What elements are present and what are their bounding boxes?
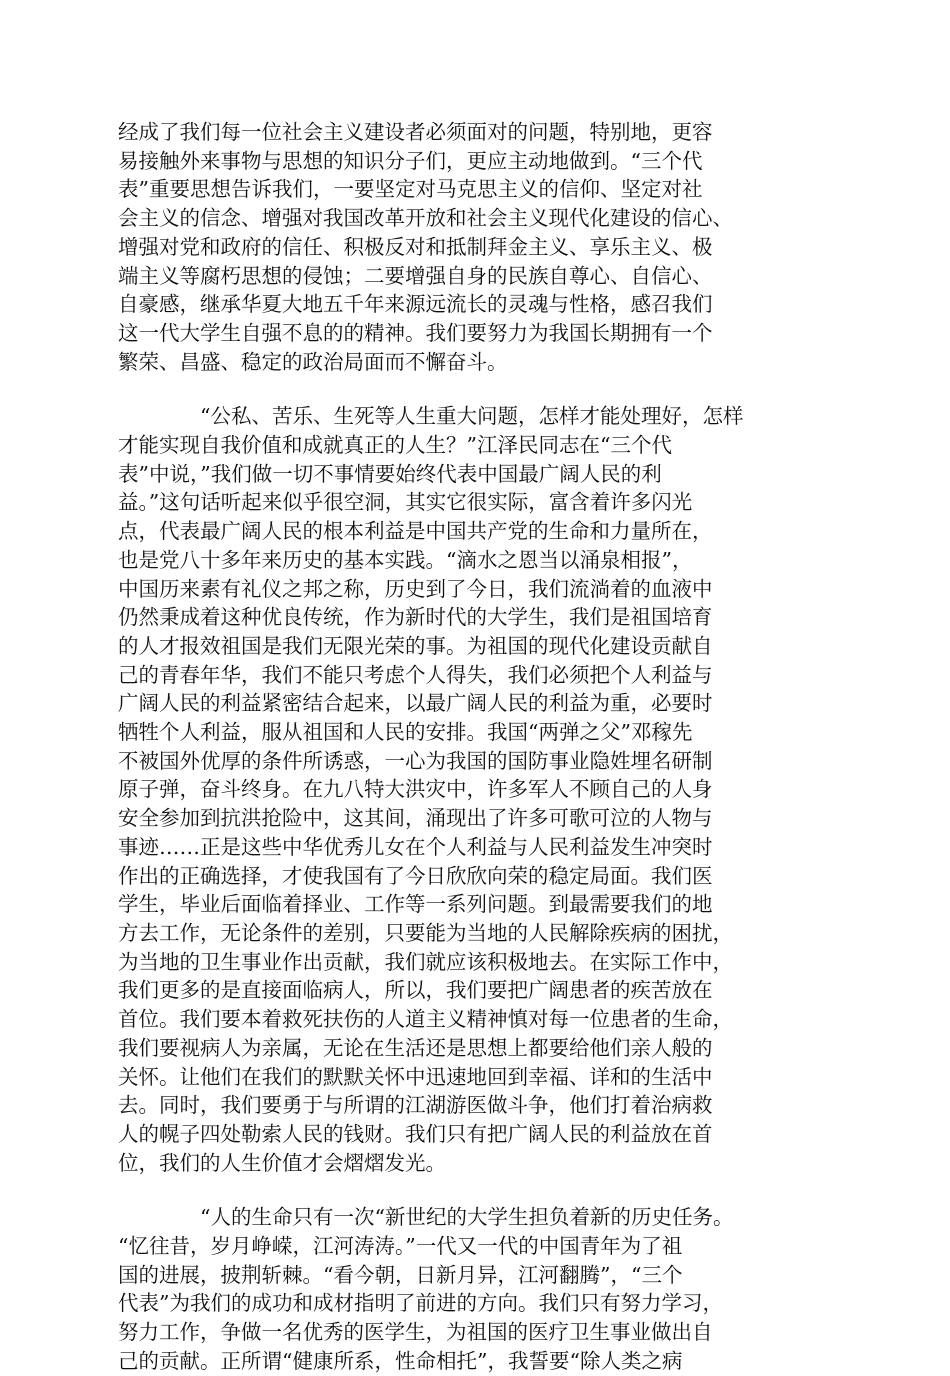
paragraph <box>118 118 832 376</box>
text-line: 会主义的信念、增强对我国改革开放和社会主义现代化建设的信心、 <box>118 206 733 231</box>
text-line: 不被国外优厚的条件所诱惑，一心为我国的国防事业隐姓埋名研制 <box>118 748 713 773</box>
text-line: 事迹……正是这些中华优秀儿女在个人利益与人民利益发生冲突时 <box>118 834 713 859</box>
text-line: 才能实现自我价值和成就真正的人生？”江泽民同志在“三个代 <box>118 433 672 458</box>
text-line: 原子弹，奋斗终身。在九八特大洪灾中，许多军人不顾自己的人身 <box>118 777 713 802</box>
text-line: 表”中说，”我们做一切不事情要始终代表中国最广阔人民的利 <box>118 461 662 486</box>
text-line: 增强对党和政府的信任、积极反对和抵制拜金主义、享乐主义、极 <box>118 234 713 259</box>
text-line: 己的青春年华，我们不能只考虑个人得失，我们必须把个人利益与 <box>118 662 713 687</box>
text-line: 端主义等腐朽思想的侵蚀；二要增强自身的民族自尊心、自信心、 <box>118 263 713 288</box>
text-line: 我们要视病人为亲属，无论在生活还是思想上都要给他们亲人般的 <box>118 1035 713 1060</box>
text-line: 仍然秉成着这种优良传统，作为新时代的大学生，我们是祖国培育 <box>118 605 713 630</box>
text-line: 己的贡献。正所谓“健康所系，性命相托”，我誓要“除人类之病 <box>118 1348 683 1373</box>
text-line: 点，代表最广阔人民的根本利益是中国共产党的生命和力量所在， <box>118 519 713 544</box>
text-line: 牺牲个人利益，服从祖国和人民的安排。我国“两弹之父”邓稼先 <box>118 720 693 745</box>
text-line: “忆往昔，岁月峥嵘，江河涛涛。”一代又一代的中国青年为了祖 <box>118 1234 683 1259</box>
paragraph <box>118 402 832 1177</box>
text-line: 自豪感，继承华夏大地五千年来源远流长的灵魂与性格，感召我们 <box>118 292 713 317</box>
text-line: 方去工作，无论条件的差别，只要能为当地的人民解除疾病的困扰， <box>118 920 733 945</box>
text-line: 广阔人民的利益紧密结合起来，以最广阔人民的利益为重，必要时 <box>118 691 713 716</box>
text-line: 表”重要思想告诉我们，一要坚定对马克思主义的信仰、坚定对社 <box>118 177 703 202</box>
text-line: “公私、苦乐、生死等人生重大问题，怎样才能处理好，怎样 <box>200 404 744 429</box>
text-line: 这一代大学生自强不息的的精神。我们要努力为我国长期拥有一个 <box>118 320 713 345</box>
paragraph <box>118 1203 832 1375</box>
text-line: 易接触外来事物与思想的知识分子们，更应主动地做到。“三个代 <box>118 148 703 173</box>
text-line: 代表”为我们的成功和成材指明了前进的方向。我们只有努力学习， <box>118 1291 723 1316</box>
text-line: 经成了我们每一位社会主义建设者必须面对的问题，特别地，更容 <box>118 120 713 144</box>
text-line: 安全参加到抗洪抢险中，这其间，涌现出了许多可歌可泣的人物与 <box>118 806 713 831</box>
text-line: 也是党八十多年来历史的基本实践。“滴水之恩当以涌泉相报”， <box>118 547 693 572</box>
text-line: 国的进展，披荆斩棘。“看今朝，日新月异，江河翻腾”，“三个 <box>118 1262 683 1287</box>
document-page <box>118 118 832 1376</box>
text-line: 为当地的卫生事业作出贡献，我们就应该积极地去。在实际工作中， <box>118 949 733 974</box>
text-line: 的人才报效祖国是我们无限光荣的事。为祖国的现代化建设贡献自 <box>118 633 713 658</box>
text-line: 首位。我们要本着救死扶伤的人道主义精神慎对每一位患者的生命， <box>118 1007 733 1032</box>
text-line: 去。同时，我们要勇于与所谓的江湖游医做斗争，他们打着治病救 <box>118 1093 713 1118</box>
text-line: 学生，毕业后面临着择业、工作等一系列问题。到最需要我们的地 <box>118 892 713 917</box>
text-line: 位，我们的人生价值才会熠熠发光。 <box>118 1150 446 1175</box>
text-line: 关怀。让他们在我们的默默关怀中迅速地回到幸福、详和的生活中 <box>118 1064 713 1089</box>
text-line: 作出的正确选择，才使我国有了今日欣欣向荣的稳定局面。我们医 <box>118 863 713 888</box>
text-line: “人的生命只有一次“新世纪的大学生担负着新的历史任务。 <box>200 1205 734 1230</box>
text-line: 中国历来素有礼仪之邦之称，历史到了今日，我们流淌着的血液中 <box>118 576 713 601</box>
text-line: 益。”这句话听起来似乎很空洞，其实它很实际，富含着许多闪光 <box>118 490 693 515</box>
text-line: 我们更多的是直接面临病人，所以，我们要把广阔患者的疾苦放在 <box>118 978 713 1003</box>
text-line: 努力工作，争做一名优秀的医学生，为祖国的医疗卫生事业做出自 <box>118 1320 713 1345</box>
text-line: 人的幌子四处勒索人民的钱财。我们只有把广阔人民的利益放在首 <box>118 1121 713 1146</box>
text-line: 繁荣、昌盛、稳定的政治局面而不懈奋斗。 <box>118 349 508 374</box>
